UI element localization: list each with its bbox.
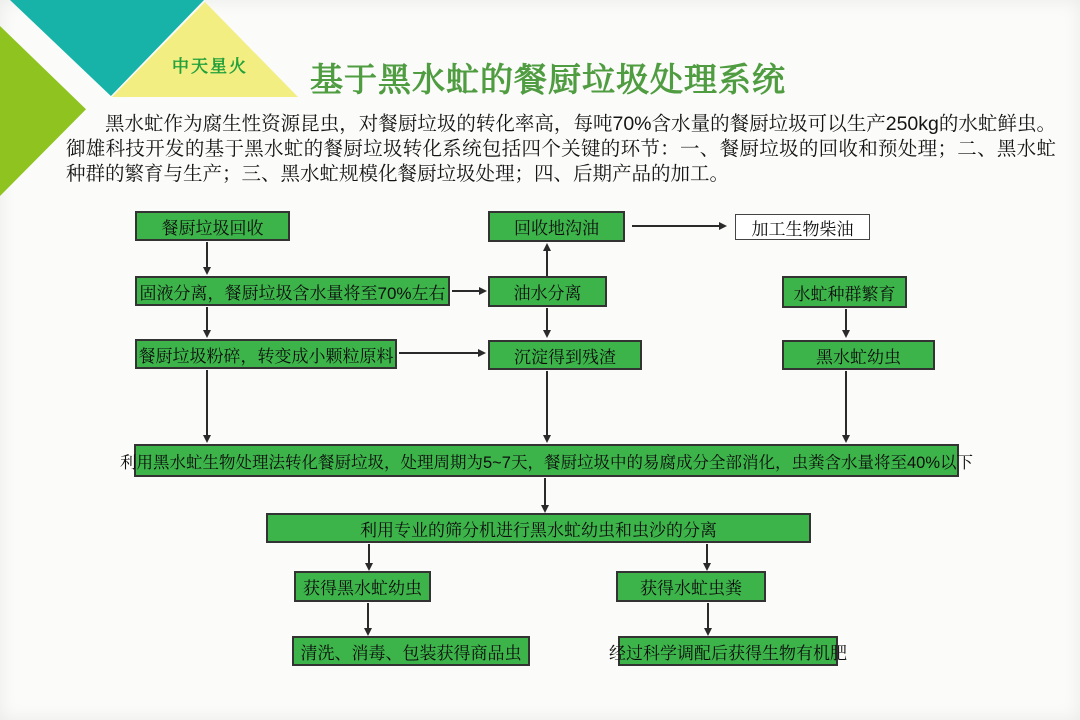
flow-node-recycle: 餐厨垃圾回收 <box>135 211 290 241</box>
arrow-oil-water-to-sediment <box>546 308 548 331</box>
page-title: 基于黑水虻的餐厨垃圾处理系统 <box>310 61 786 98</box>
arrow-get-manure-to-fertilizer <box>707 603 709 629</box>
flow-node-biodiesel: 加工生物柴油 <box>735 214 870 240</box>
flow-node-larvae: 黑水虻幼虫 <box>782 340 935 370</box>
arrow-oil-water-to-gutter-oil <box>546 250 548 276</box>
flow-node-commodity-insect: 清洗、消毒、包装获得商品虫 <box>292 636 530 666</box>
flow-node-bio-treatment: 利用黑水虻生物处理法转化餐厨垃圾，处理周期为5~7天，餐厨垃圾中的易腐成分全部消化，虫粪含水量将至40%以下 <box>134 444 959 477</box>
arrow-recycle-to-solid-liquid <box>206 242 208 268</box>
arrow-get-larvae-to-commodity <box>367 603 369 629</box>
arrow-bio-treatment-to-sieving <box>544 478 546 506</box>
flow-node-gutter-oil: 回收地沟油 <box>488 211 625 242</box>
flow-node-oil-water-separation: 油水分离 <box>488 276 607 307</box>
arrow-solid-liquid-to-oil-water <box>452 290 480 292</box>
flow-node-solid-liquid-separation: 固液分离，餐厨垃圾含水量将至70%左右 <box>135 276 450 306</box>
arrow-sieving-to-get-manure <box>706 544 708 564</box>
flow-node-get-manure: 获得水虻虫粪 <box>616 571 766 602</box>
flow-node-breeding: 水虻种群繁育 <box>782 276 907 308</box>
flow-node-organic-fertilizer: 经过科学调配后获得生物有机肥 <box>618 636 838 666</box>
arrow-sediment-to-bio-treatment <box>546 371 548 436</box>
arrow-sieving-to-get-larvae <box>368 544 370 564</box>
arrow-breeding-to-larvae <box>845 309 847 331</box>
arrow-crush-to-sediment <box>399 352 479 354</box>
arrow-gutter-oil-to-biodiesel <box>632 225 720 227</box>
arrow-larvae-to-bio-treatment <box>845 371 847 436</box>
flow-node-sieving: 利用专业的筛分机进行黑水虻幼虫和虫沙的分离 <box>266 513 811 543</box>
flow-node-get-larvae: 获得黑水虻幼虫 <box>294 571 431 602</box>
arrow-solid-liquid-to-crush <box>206 307 208 331</box>
flow-node-sediment: 沉淀得到残渣 <box>488 340 642 370</box>
brand-logo-text: 中天星火 <box>172 57 248 76</box>
arrow-crush-to-bio-treatment <box>206 370 208 436</box>
flow-node-crush: 餐厨垃圾粉碎，转变成小颗粒原料 <box>135 339 397 369</box>
intro-paragraph: 黑水虻作为腐生性资源昆虫，对餐厨垃圾的转化率高，每吨70%含水量的餐厨垃圾可以生产250kg的水虻鲜虫。御雄科技开发的基于黑水虻的餐厨垃圾转化系统包括四个关键的环节：一、餐厨垃圾的回收和预处理；二、黑水虻种群的繁育与生产；三、黑水虻规模化餐厨垃圾处理；四、后期产品的加工。 <box>66 113 1056 185</box>
